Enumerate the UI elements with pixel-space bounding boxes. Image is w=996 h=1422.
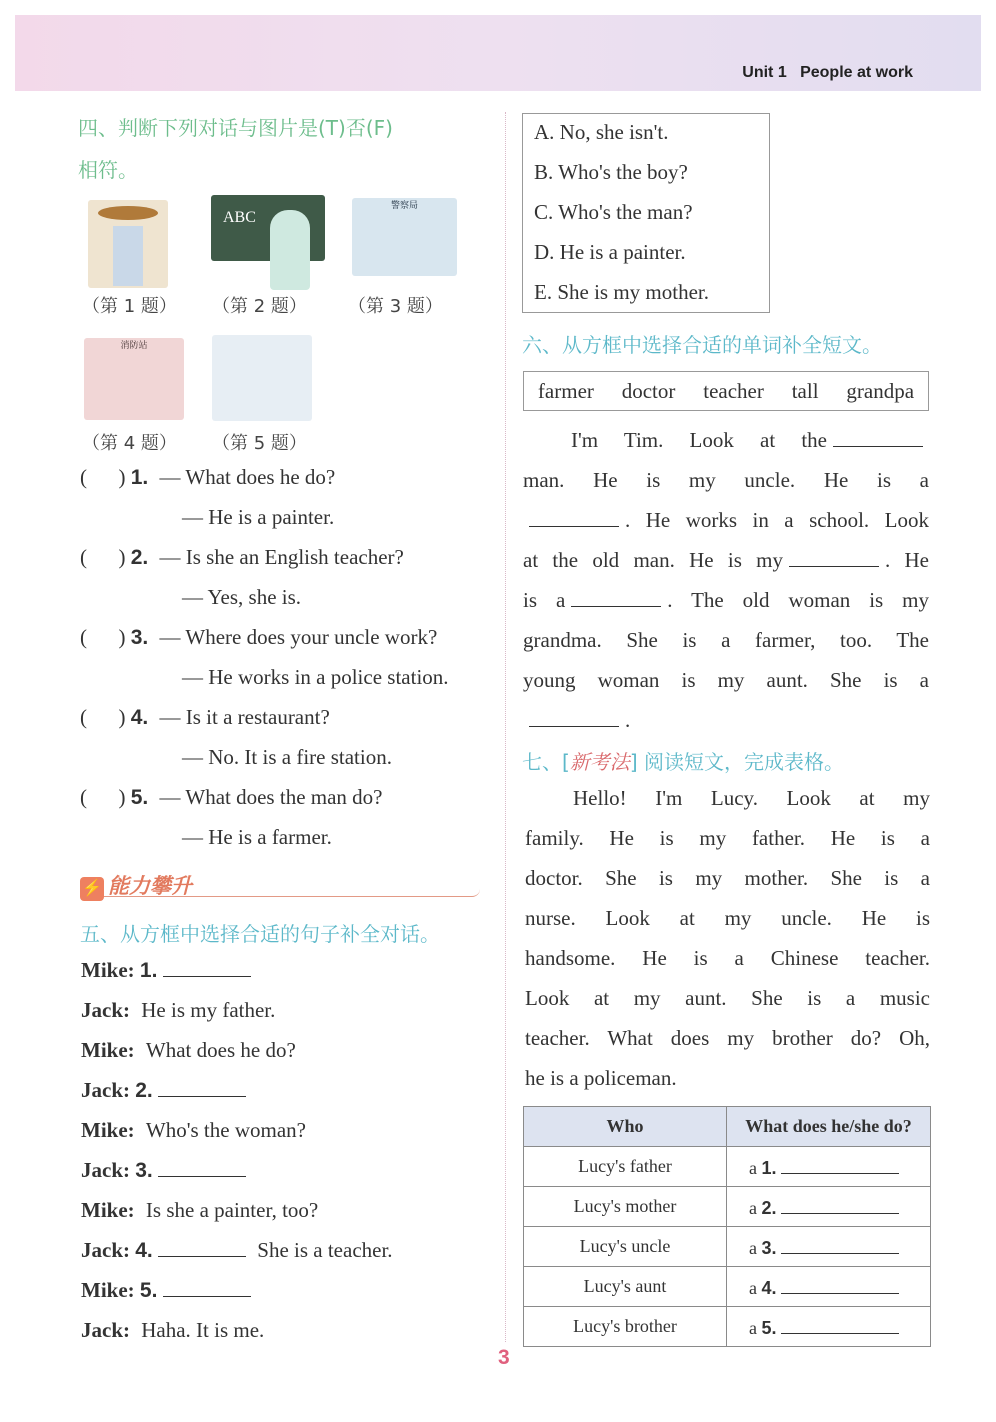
passage-text: grandma. She is a farmer, too. The bbox=[523, 628, 929, 652]
dialogue-text: Is she a painter, too? bbox=[145, 1198, 319, 1222]
doctor-picture bbox=[212, 335, 312, 421]
fire-station-picture: 消防站 bbox=[84, 338, 184, 420]
speaker: Jack: bbox=[81, 998, 130, 1022]
blank-field[interactable] bbox=[571, 588, 661, 607]
dialogue-line bbox=[81, 1038, 296, 1063]
passage-line: nurse. Look at my uncle. He is bbox=[525, 906, 930, 930]
passage-line bbox=[571, 428, 929, 453]
sentence-option: B. Who's the boy? bbox=[534, 160, 688, 184]
answer-line: — No. It is a fire station. bbox=[182, 745, 392, 769]
column-divider bbox=[505, 112, 506, 1342]
item-number: 5. bbox=[130, 786, 149, 809]
table-row bbox=[524, 1307, 931, 1347]
answer-line: — He works in a police station. bbox=[182, 665, 449, 689]
who-cell: Lucy's uncle bbox=[524, 1227, 727, 1267]
passage-text: man. He is my uncle. He is a bbox=[523, 468, 929, 492]
word-option: teacher bbox=[703, 378, 764, 403]
answer-line: — Yes, she is. bbox=[182, 585, 302, 609]
dialogue-line bbox=[81, 998, 275, 1023]
passage-text: young woman is my aunt. She is a bbox=[523, 668, 929, 692]
judgement-item bbox=[80, 785, 383, 810]
answer-bracket[interactable]: ( ) bbox=[80, 465, 126, 489]
badge-label: 能力攀升 bbox=[108, 874, 192, 898]
blank-field[interactable] bbox=[781, 1155, 899, 1174]
speaker: Jack: bbox=[81, 1238, 130, 1262]
passage-line: teacher. What does my brother do? Oh, bbox=[525, 1026, 930, 1050]
speaker: Mike: bbox=[81, 1038, 135, 1062]
who-cell: Lucy's father bbox=[524, 1147, 727, 1187]
item-number: 1. bbox=[130, 466, 149, 489]
blackboard-picture: ABC bbox=[211, 195, 325, 261]
blank-field[interactable] bbox=[781, 1275, 899, 1294]
dialogue-line bbox=[81, 1318, 264, 1343]
passage-line: handsome. He is a Chinese teacher. bbox=[525, 946, 930, 970]
speaker: Jack: bbox=[81, 1158, 130, 1182]
job-cell: a 1. bbox=[727, 1147, 931, 1187]
section-5-title: 五、从方框中选择合适的句子补全对话。 bbox=[80, 922, 440, 946]
blank-number: 2. bbox=[135, 1079, 153, 1102]
speaker: Jack: bbox=[81, 1318, 130, 1342]
dialogue-text: Haha. It is me. bbox=[141, 1318, 265, 1342]
passage-text: at the old man. He is my bbox=[523, 548, 783, 572]
passage-line bbox=[523, 708, 929, 733]
table-row bbox=[524, 1147, 931, 1187]
speaker: Mike: bbox=[81, 1278, 135, 1302]
speaker: Jack: bbox=[81, 1078, 130, 1102]
teacher-picture bbox=[270, 210, 310, 290]
job-cell: a 3. bbox=[727, 1227, 931, 1267]
item-number: 2. bbox=[130, 546, 149, 569]
page-number: 3 bbox=[498, 1346, 510, 1369]
blank-number: 3. bbox=[135, 1159, 153, 1182]
blank-field[interactable] bbox=[781, 1315, 899, 1334]
caption-1: （第 1 题） bbox=[82, 296, 177, 317]
word-box bbox=[523, 371, 929, 411]
new-format-tag: 新考法 bbox=[569, 750, 630, 774]
answer-bracket[interactable]: ( ) bbox=[80, 625, 126, 649]
blank-field[interactable] bbox=[833, 428, 923, 447]
question: — What does he do? bbox=[159, 465, 336, 489]
who-cell: Lucy's mother bbox=[524, 1187, 727, 1227]
passage-text: . He bbox=[884, 548, 929, 572]
passage-line bbox=[523, 468, 929, 493]
dialogue-line bbox=[81, 1078, 246, 1103]
dialogue-text: What does he do? bbox=[145, 1038, 296, 1062]
word-option: doctor bbox=[621, 378, 676, 403]
badge-icon: ⚡ bbox=[80, 877, 104, 901]
who-cell: Lucy's aunt bbox=[524, 1267, 727, 1307]
speaker: Mike: bbox=[81, 1118, 135, 1142]
table-row bbox=[524, 1267, 931, 1307]
caption-3: （第 3 题） bbox=[348, 296, 443, 317]
answer-table bbox=[523, 1106, 931, 1347]
judgement-item bbox=[80, 705, 330, 730]
police-station-picture: 警察局 bbox=[352, 198, 457, 276]
sentence-option: A. No, she isn't. bbox=[534, 120, 669, 144]
farmer-picture bbox=[88, 200, 168, 288]
caption-2: （第 2 题） bbox=[212, 296, 307, 317]
word-option: tall bbox=[791, 378, 819, 403]
item-number: 4. bbox=[130, 706, 149, 729]
passage-line: Look at my aunt. She is a music bbox=[525, 986, 930, 1010]
dialogue-line bbox=[81, 958, 251, 983]
table-row bbox=[524, 1187, 931, 1227]
passage-line bbox=[523, 548, 929, 573]
passage-text: . He works in a school. Look bbox=[625, 508, 929, 532]
word-option: grandpa bbox=[846, 378, 915, 403]
word-option: farmer bbox=[537, 378, 594, 403]
section-6-title: 六、从方框中选择合适的单词补全短文。 bbox=[522, 333, 882, 357]
header-band bbox=[15, 15, 981, 91]
dialogue-line bbox=[81, 1278, 251, 1303]
table-row bbox=[524, 1227, 931, 1267]
caption-5: （第 5 题） bbox=[212, 433, 307, 454]
passage-line bbox=[523, 508, 929, 533]
blank-field[interactable] bbox=[781, 1235, 899, 1254]
dialogue-line bbox=[81, 1238, 393, 1263]
section-4-title-cont: 相符。 bbox=[78, 158, 138, 182]
passage-text: . bbox=[625, 708, 631, 732]
answer-bracket[interactable]: ( ) bbox=[80, 785, 126, 809]
unit-title: Unit 1 People at work bbox=[742, 64, 913, 81]
section-7-title: 七、[新考法] 阅读短文，完成表格。 bbox=[522, 750, 844, 774]
blank-number: 4. bbox=[135, 1239, 153, 1262]
header-job: What does he/she do? bbox=[727, 1107, 931, 1147]
blank-number: 5. bbox=[139, 1279, 158, 1302]
passage-line bbox=[523, 668, 929, 693]
passage-text: is a bbox=[523, 588, 566, 612]
blank-field[interactable] bbox=[158, 1238, 246, 1257]
who-cell: Lucy's brother bbox=[524, 1307, 727, 1347]
dialogue-line bbox=[81, 1158, 246, 1183]
blank-number: 1. bbox=[139, 959, 158, 982]
answer-bracket[interactable]: ( ) bbox=[80, 705, 126, 729]
sentence-option: E. She is my mother. bbox=[534, 280, 709, 304]
sentence-option: C. Who's the man? bbox=[534, 200, 693, 224]
caption-4: （第 4 题） bbox=[82, 433, 177, 454]
answer-bracket[interactable]: ( ) bbox=[80, 545, 126, 569]
blank-field[interactable] bbox=[158, 1078, 246, 1097]
blank-field[interactable] bbox=[163, 958, 251, 977]
speaker: Mike: bbox=[81, 1198, 135, 1222]
blank-field[interactable] bbox=[529, 508, 619, 527]
passage-line: doctor. She is my mother. She is a bbox=[525, 866, 930, 890]
question: — Where does your uncle work? bbox=[159, 625, 438, 649]
answer-line: — He is a painter. bbox=[182, 505, 335, 529]
dialogue-line bbox=[81, 1118, 306, 1143]
speaker: Mike: bbox=[81, 958, 135, 982]
job-cell: a 2. bbox=[727, 1187, 931, 1227]
dialogue-line bbox=[81, 1198, 318, 1223]
judgement-item bbox=[80, 545, 404, 570]
header-who: Who bbox=[524, 1107, 727, 1147]
question: — Is she an English teacher? bbox=[159, 545, 404, 569]
blank-field[interactable] bbox=[158, 1158, 246, 1177]
blank-field[interactable] bbox=[163, 1278, 251, 1297]
blank-field[interactable] bbox=[789, 548, 879, 567]
dialogue-text: She is a teacher. bbox=[257, 1238, 393, 1262]
judgement-item bbox=[80, 465, 335, 490]
passage-line: Hello! I'm Lucy. Look at my bbox=[573, 786, 930, 810]
item-number: 3. bbox=[130, 626, 149, 649]
passage-line bbox=[523, 588, 929, 613]
passage-text: . The old woman is my bbox=[667, 588, 930, 612]
passage-text: I'm Tim. Look at the bbox=[571, 428, 827, 452]
judgement-item bbox=[80, 625, 437, 650]
sentence-option: D. He is a painter. bbox=[534, 240, 686, 264]
question: — What does the man do? bbox=[159, 785, 383, 809]
passage-line: family. He is my father. He is a bbox=[525, 826, 930, 850]
dialogue-text: He is my father. bbox=[141, 998, 276, 1022]
section-4-title: 四、判断下列对话与图片是(T)否(F) bbox=[78, 116, 393, 140]
answer-line: — He is a farmer. bbox=[182, 825, 332, 849]
passage-line: he is a policeman. bbox=[525, 1066, 677, 1090]
ability-badge bbox=[80, 870, 480, 897]
passage-line bbox=[523, 628, 929, 653]
blank-field[interactable] bbox=[529, 708, 619, 727]
blank-field[interactable] bbox=[781, 1195, 899, 1214]
job-cell: a 4. bbox=[727, 1267, 931, 1307]
job-cell: a 5. bbox=[727, 1307, 931, 1347]
dialogue-text: Who's the woman? bbox=[145, 1118, 306, 1142]
question: — Is it a restaurant? bbox=[159, 705, 330, 729]
